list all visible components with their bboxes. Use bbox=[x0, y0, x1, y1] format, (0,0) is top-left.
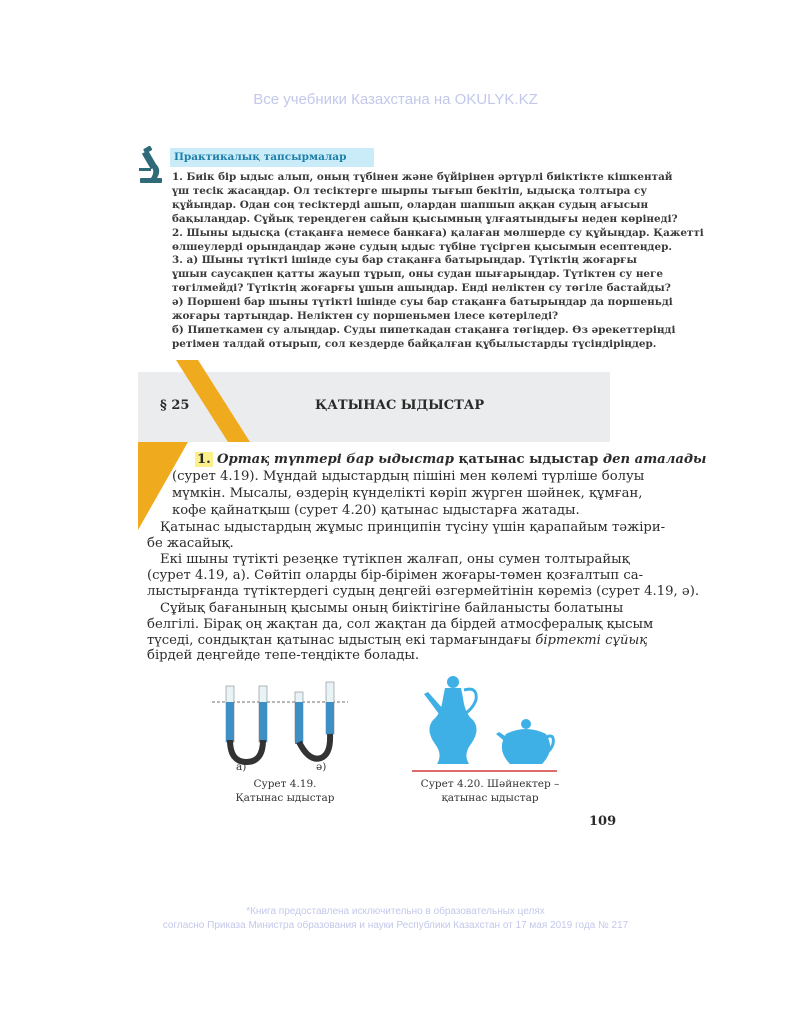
body-line: кофе қайнатқыш (сурет 4.20) қатынас ыдыстарға жатады. bbox=[172, 503, 580, 518]
practical-line: 3. а) Шыны түтікті ішінде суы бар стақанға батырыңдар. Түтіктің жоғарғы bbox=[172, 254, 637, 267]
term-italic-2: деп аталады bbox=[602, 452, 707, 467]
body-line: лыстырғанда түтіктердегі судың деңгейі өзгермейтінін көреміз (сурет 4.19, ә). bbox=[147, 584, 700, 599]
paragraph-number: 1. bbox=[197, 452, 211, 467]
practical-line: өлшеулерді орындаңдар және судың ыдыс түбіне түсірген қысымын есептеңдер. bbox=[172, 240, 672, 253]
practical-line: 1. Биік бір ыдыс алып, оның түбінен және бүйірінен әртүрлі биіктікте кішкентай bbox=[172, 171, 673, 183]
figure-u-tubes bbox=[210, 680, 350, 765]
figure-teapots bbox=[412, 672, 562, 776]
term-italic: Ортақ түптері бар ыдыстар bbox=[216, 452, 454, 467]
page-number: 109 bbox=[589, 814, 617, 829]
practical-line: төгілмейді? Түтіктің жоғарғы ұшын ашыңдар. Енді неліктен су төгіле бастайды? bbox=[172, 282, 671, 295]
figure-4-20-caption: Сурет 4.20. Шәйнектер – қатынас ыдыстар bbox=[420, 778, 560, 804]
body-line: түседі, сондықтан қатынас ыдыстың екі тармағындағы біртекті сұйық bbox=[147, 633, 648, 648]
body-paragraph-1-line-1 bbox=[195, 451, 707, 468]
body-line: мүмкін. Мысалы, өздерің күнделікті көріп жүрген шәйнек, құмған, bbox=[172, 486, 643, 501]
body-line: (сурет 4.19, а). Сөйтіп оларды бір-бірімен жоғары-төмен қозғалтып са- bbox=[147, 568, 644, 583]
practical-line: ретімен талдай отырып, сол кездерде байқалған құбылыстарды түсіндіріңдер. bbox=[172, 337, 657, 350]
label-a: а) bbox=[236, 761, 247, 773]
label-b: ә) bbox=[316, 761, 327, 773]
practical-line: бақылаңдар. Сұйық тереңдеген сайын қысымның ұлғаятындығы неден көрінеді? bbox=[172, 212, 678, 225]
practical-line: б) Пипеткамен су алыңдар. Суды пипеткадан стақанға төгіңдер. Өз әрекеттеріңді bbox=[172, 323, 676, 336]
body-line: Қатынас ыдыстардың жұмыс принципін түсіну үшін қарапайым тәжіри- bbox=[160, 520, 666, 535]
practical-title: Практикалық тапсырмалар bbox=[174, 151, 347, 163]
body-line: белгілі. Бірақ оң жақтан да, сол жақтан да бірдей атмосфералық қысым bbox=[147, 617, 654, 632]
practical-line: құйыңдар. Одан соң тесіктерді ашып, олардан шапшып аққан судың ағысын bbox=[172, 198, 649, 211]
watermark-top: Все учебники Казахстана на OKULYK.KZ bbox=[253, 91, 538, 108]
body-line: Екі шыны түтікті резеңке түтікпен жалғап, оны сумен толтырайық bbox=[160, 552, 630, 567]
practical-line: ұшын саусақпен қатты жауып тұрып, оны судан шығарыңдар. Түтіктен су неге bbox=[172, 268, 664, 281]
body-line: бірдей деңгейде тепе-теңдікте болады. bbox=[147, 648, 420, 663]
u-tube-a bbox=[226, 686, 267, 762]
footer-line-2: согласно Приказа Министра образования и науки Республики Казахстан от 17 мая 2019 года № 217 bbox=[162, 920, 629, 931]
term-bold: қатынас ыдыстар bbox=[453, 452, 603, 467]
section-number: § 25 bbox=[160, 398, 190, 413]
microscope-icon bbox=[137, 146, 165, 186]
practical-line: үш тесік жасаңдар. Ол тесіктерге шырпы тығып бекітіп, ыдысқа толтыра су bbox=[172, 184, 647, 197]
u-tube-b bbox=[295, 682, 334, 759]
practical-line: жоғары тартыңдар. Неліктен су поршеньмен ілесе көтеріледі? bbox=[172, 310, 559, 322]
figure-4-19-caption: Сурет 4.19. Қатынас ыдыстар bbox=[235, 778, 335, 804]
practical-line: 2. Шыны ыдысқа (стақанға немесе банкаға) қалаған мөлшерде су құйыңдар. Қажетті bbox=[172, 226, 704, 239]
body-line: (сурет 4.19). Мұндай ыдыстардың пішіні мен көлемі түрліше болуы bbox=[172, 469, 645, 484]
footer-line-1: *Книга предоставлена исключительно в образовательных целях bbox=[246, 906, 545, 917]
section-title: ҚАТЫНАС ЫДЫСТАР bbox=[315, 398, 485, 413]
practical-header bbox=[170, 148, 374, 167]
practical-line: ә) Поршені бар шыны түтікті ішінде суы бар стақанға батырыңдар да поршеньді bbox=[172, 296, 673, 309]
body-line: Сұйық бағанының қысымы оның биіктігіне байланысты болатыны bbox=[160, 601, 624, 616]
body-line: бе жасайық. bbox=[147, 536, 234, 551]
